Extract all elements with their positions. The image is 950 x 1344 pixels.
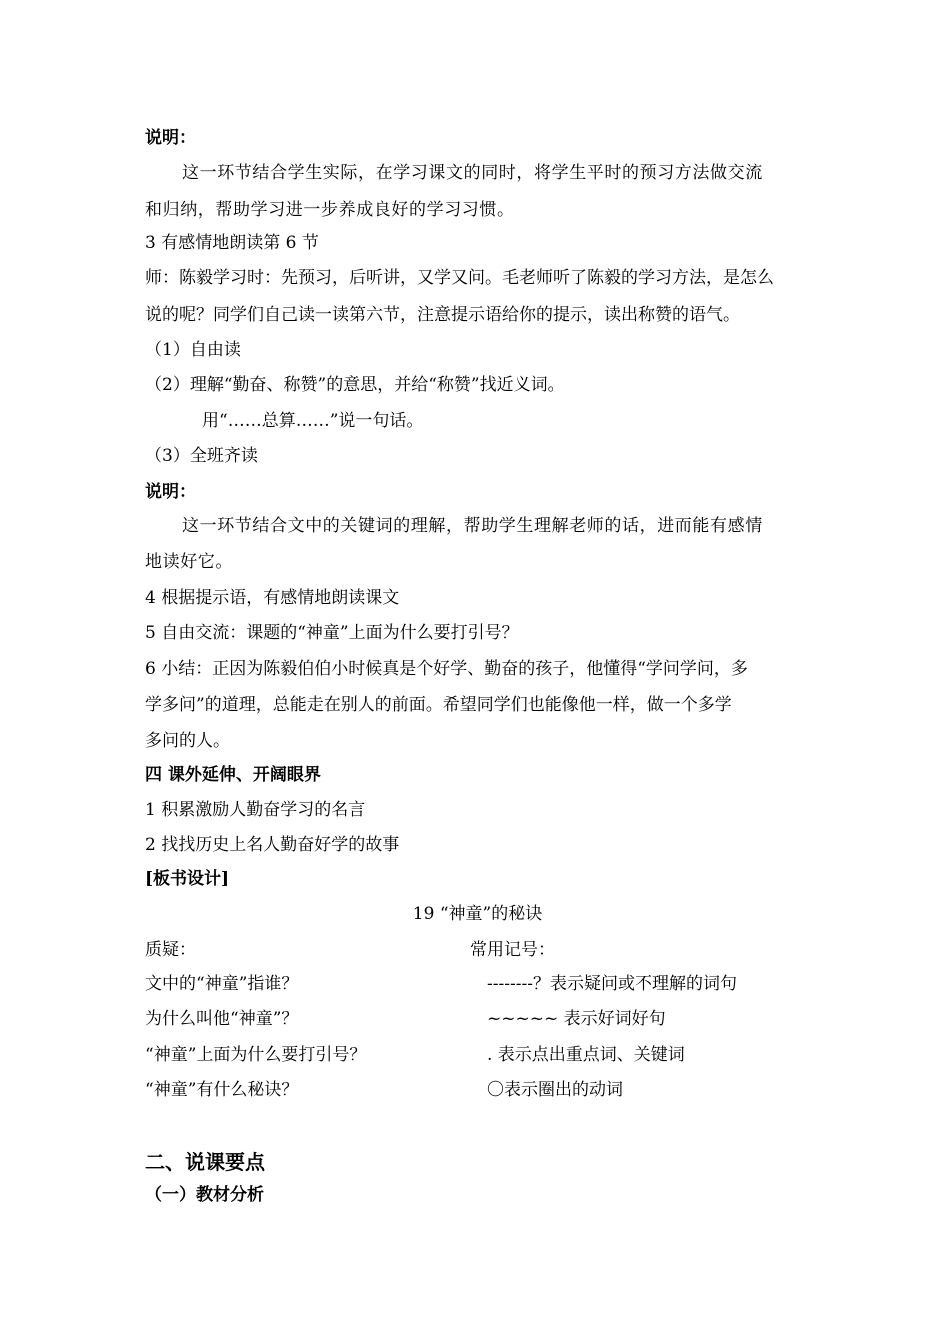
board-left-item: 质疑： [145, 940, 196, 960]
list-item: （2）理解“勤奋、称赞”的意思，并给“称赞”找近义词。 [145, 375, 565, 395]
paragraph-line: 6 小结：正因为陈毅伯伯小时候真是个好学、勤奋的孩子，他懂得“学问学问，多 [145, 659, 748, 679]
paragraph-line: 师：陈毅学习时：先预习，后听讲，又学又问。毛老师听了陈毅的学习方法，是怎么 [145, 268, 774, 288]
board-right-item: 常用记号： [470, 940, 555, 960]
paragraph-line: 多问的人。 [145, 731, 230, 751]
board-left-item: “神童”上面为什么要打引号？ [145, 1045, 367, 1065]
board-left-item: 为什么叫他“神童”？ [145, 1009, 299, 1029]
section-item: 5 自由交流：课题的“神童”上面为什么要打引号？ [145, 623, 519, 643]
subsection-heading: （一）教材分析 [145, 1185, 264, 1205]
paragraph-line: 这一环节结合学生实际，在学习课文的同时，将学生平时的预习方法做交流 [182, 163, 763, 183]
section-item: 4 根据提示语，有感情地朗读课文 [145, 588, 400, 608]
paragraph-line: 说的呢？同学们自己读一读第六节，注意提示语给你的提示，读出称赞的语气。 [145, 305, 740, 325]
note-label: 说明： [145, 482, 196, 502]
paragraph-line: 和归纳，帮助学习进一步养成良好的学习习惯。 [145, 200, 515, 220]
board-right-item: . 表示点出重点词、关键词 [487, 1045, 685, 1065]
list-item: （3）全班齐读 [145, 446, 258, 466]
board-right-item: 〇表示圈出的动词 [487, 1080, 623, 1100]
section-item: 3 有感情地朗读第 6 节 [145, 233, 319, 253]
section-heading: 四 课外延伸、开阔眼界 [145, 765, 321, 785]
paragraph-line: 学多问”的道理，总能走在别人的前面。希望同学们也能像他一样，做一个多学 [145, 695, 732, 715]
chapter-heading: 二、说课要点 [145, 1150, 265, 1174]
list-item: 1 积累激励人勤奋学习的名言 [145, 800, 366, 820]
board-left-item: “神童”有什么秘诀？ [145, 1080, 299, 1100]
board-left-item: 文中的“神童”指谁？ [145, 974, 299, 994]
note-label: 说明： [145, 128, 196, 148]
list-item: （1）自由读 [145, 340, 241, 360]
board-right-item: ~~~~~ 表示好词好句 [487, 1009, 666, 1029]
paragraph-line: 这一环节结合文中的关键词的理解，帮助学生理解老师的话，进而能有感情 [182, 516, 763, 536]
paragraph-line: 地读好它。 [145, 552, 233, 572]
list-item: 用“……总算……”说一句话。 [202, 411, 424, 431]
list-item: 2 找找历史上名人勤奋好学的故事 [145, 835, 400, 855]
board-title: 19 “神童”的秘诀 [412, 904, 543, 924]
board-right-item: --------？表示疑问或不理解的词句 [487, 974, 737, 994]
board-design-label: [板书设计] [145, 869, 230, 889]
